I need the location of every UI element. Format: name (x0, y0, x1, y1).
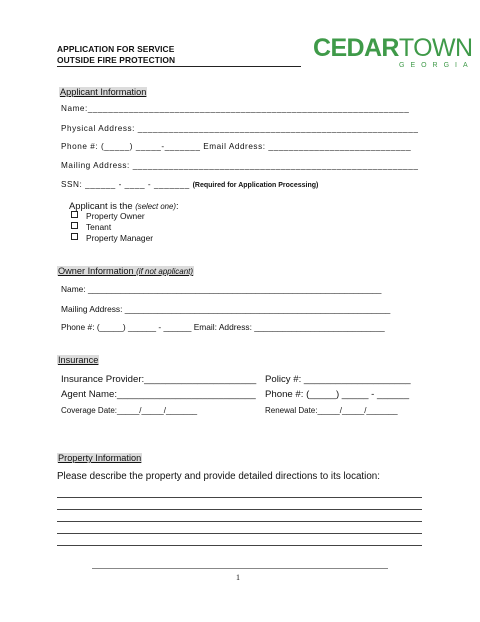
footer-rule (92, 568, 388, 569)
applicant-type-hint: (select one) (135, 202, 176, 211)
logo-text-cedar: CEDAR (313, 34, 399, 62)
property-description-prompt: Please describe the property and provide detailed directions to its location: (57, 471, 380, 482)
option-label: Property Owner (86, 211, 145, 221)
property-description-line[interactable] (57, 533, 422, 534)
insurance-policy-field[interactable]: Policy #: ____________________ (265, 374, 411, 385)
applicant-mailing-address-field[interactable]: Mailing Address: ________________________________________________________ (61, 161, 419, 170)
page-number: 1 (236, 573, 240, 582)
applicant-physical-address-field[interactable]: Physical Address: _______________________________________________________ (61, 124, 419, 133)
property-description-line[interactable] (57, 509, 422, 510)
insurance-agent-field[interactable]: Agent Name:__________________________ (61, 389, 256, 400)
applicant-name-field[interactable]: Name:_______________________________________________________________ (61, 104, 410, 113)
owner-heading-text: Owner Information (58, 266, 134, 276)
coverage-date-field[interactable]: Coverage Date:_____/_____/_______ (61, 406, 198, 415)
owner-mailing-address-field[interactable]: Mailing Address: _________________________________________________________ (61, 304, 391, 314)
form-title-line1: APPLICATION FOR SERVICE (57, 44, 175, 54)
logo-state: GEORGIA (399, 62, 474, 69)
option-label: Tenant (86, 222, 112, 232)
option-property-owner[interactable] (71, 211, 145, 221)
checkbox-icon[interactable] (71, 222, 78, 229)
applicant-type-prompt (69, 200, 179, 211)
applicant-type-colon: : (175, 200, 179, 211)
checkbox-icon[interactable] (71, 211, 78, 218)
option-tenant[interactable] (71, 222, 111, 232)
owner-section-heading (57, 266, 194, 276)
property-description-line[interactable] (57, 521, 422, 522)
property-section-heading: Property Information (58, 453, 142, 463)
option-label: Property Manager (86, 233, 154, 243)
ssn-label: SSN: ______ - ____ - _______ (61, 180, 190, 189)
owner-name-field[interactable]: Name: _______________________________________________________________ (61, 284, 382, 294)
applicant-ssn-field[interactable] (61, 180, 318, 189)
owner-heading-note: (if not applicant) (136, 267, 194, 276)
applicant-phone-email-field[interactable]: Phone #: (_____) _____-_______ Email Address: ____________________________ (61, 142, 412, 151)
option-property-manager[interactable] (71, 233, 153, 243)
insurance-phone-field[interactable]: Phone #: (_____) _____ - ______ (265, 389, 410, 400)
ssn-note: (Required for Application Processing) (192, 182, 319, 189)
applicant-type-label: Applicant is the (69, 200, 133, 211)
header-rule (57, 66, 301, 67)
checkbox-icon[interactable] (71, 233, 78, 240)
logo-text-town: TOWN (398, 34, 473, 62)
owner-phone-email-field[interactable]: Phone #: (_____) ______ - ______ Email: Address: ____________________________ (61, 322, 385, 332)
renewal-date-field[interactable]: Renewal Date:_____/_____/_______ (265, 406, 398, 415)
insurance-provider-field[interactable]: Insurance Provider:_____________________ (61, 374, 257, 385)
property-description-line[interactable] (57, 545, 422, 546)
applicant-section-heading: Applicant Information (60, 87, 147, 97)
insurance-section-heading: Insurance (58, 355, 99, 365)
form-title-line2: OUTSIDE FIRE PROTECTION (57, 55, 176, 65)
cedartown-logo (313, 36, 472, 61)
property-description-line[interactable] (57, 497, 422, 498)
